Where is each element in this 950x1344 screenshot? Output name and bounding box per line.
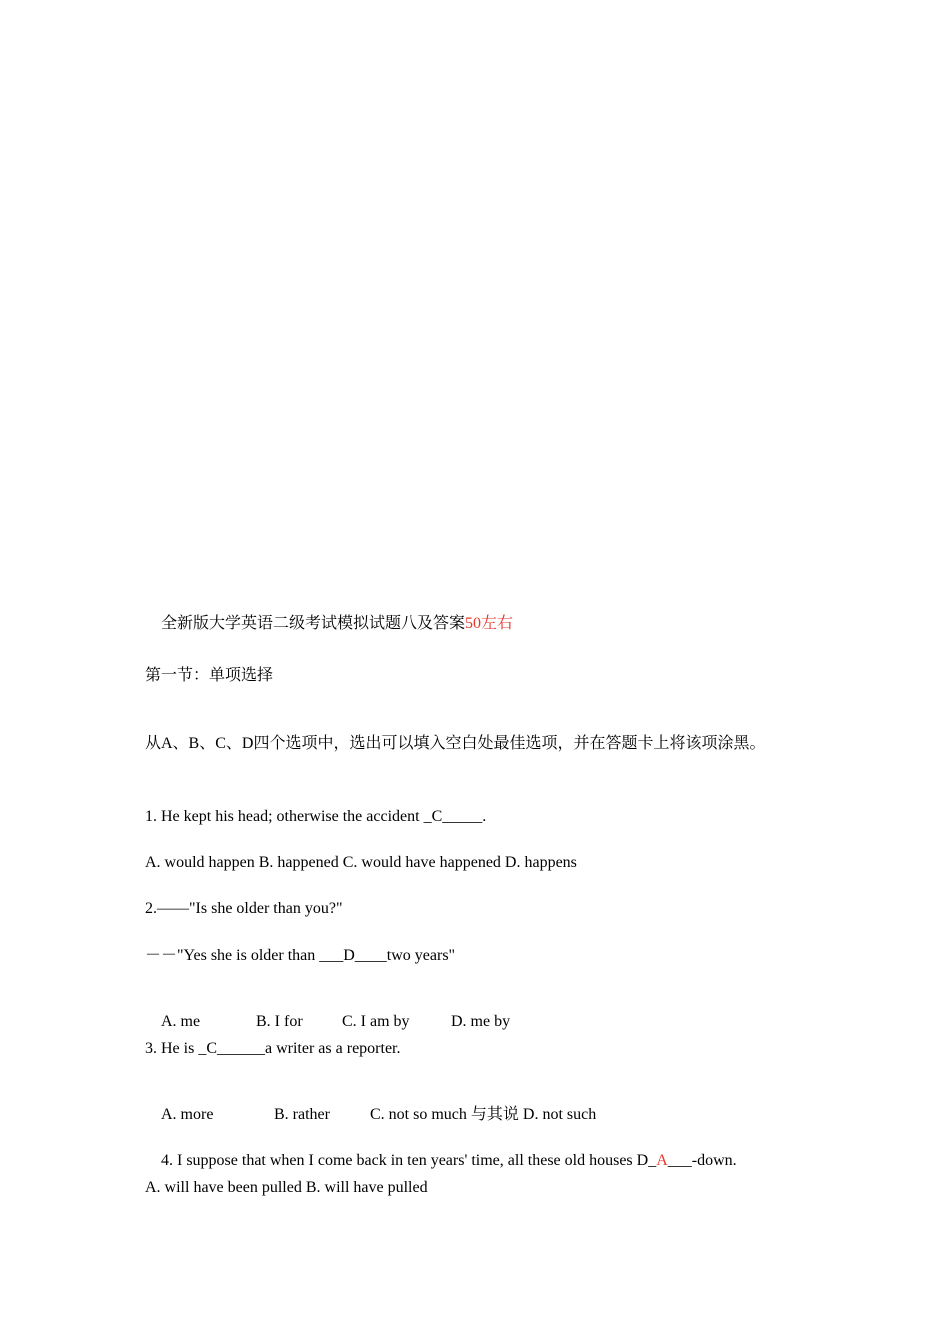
question-2-stem-reply: －－"Yes she is older than ___D____two years" [145, 947, 456, 964]
section-heading: 第一节：单项选择 [145, 667, 274, 684]
question-4-options: A. will have been pulled B. will have pulled [145, 1179, 428, 1196]
option-c: C. I am by [342, 1013, 410, 1030]
option-a: A. me [161, 1013, 201, 1030]
question-3-stem: 3. He is _C______a writer as a reporter. [145, 1040, 401, 1057]
option-c-d: C. not so much 与其说 D. not such [370, 1106, 597, 1123]
question-2-stem: 2.——"Is she older than you?" [145, 900, 343, 917]
option-b: B. I for [256, 1013, 303, 1030]
title-main: 全新版大学英语二级考试模拟试题八及答案 [161, 615, 466, 632]
question-1-stem: 1. He kept his head; otherwise the accident _C_____. [145, 808, 487, 825]
title-highlight: 50左右 [465, 615, 514, 632]
question-4-stem-before: 4. I suppose that when I come back in ten years' time, all these old houses D_ [161, 1152, 657, 1169]
option-d: D. me by [451, 1013, 511, 1030]
document-title [145, 594, 513, 654]
option-a: A. more [161, 1106, 214, 1123]
option-b: B. rather [274, 1106, 330, 1123]
question-1-options: A. would happen B. happened C. would have happened D. happens [145, 854, 577, 871]
instructions-text: 从A、B、C、D四个选项中，选出可以填入空白处最佳选项，并在答题卡上将该项涂黑。 [145, 735, 766, 752]
question-4-stem-after: ___-down. [667, 1152, 737, 1169]
question-4-answer-red: A [656, 1152, 668, 1169]
